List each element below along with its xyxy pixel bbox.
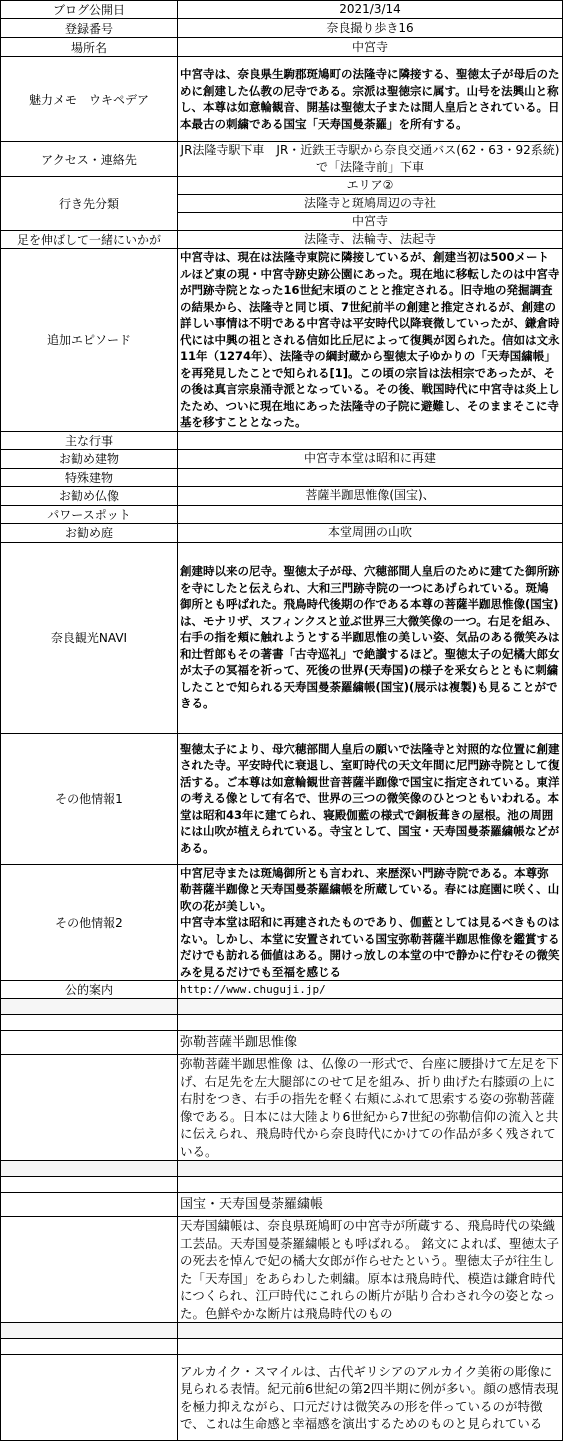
row-episode (1, 249, 563, 432)
value-place: 中宮寺 (178, 38, 563, 57)
official-link[interactable]: http://www.chuguji.jp/ (178, 981, 563, 999)
row-buddha (1, 486, 563, 505)
row-blog-date (1, 1, 563, 19)
value-extend: 法隆寺、法輪寺、法起寺 (178, 231, 563, 249)
note-body-maitreya: 弥勒菩薩半跏思惟像 は、仏像の一形式で、台座に腰掛けて左足を下げ、右足先を左大腿部にのせて足を組み、折り曲げた右膝頭の上に右肘をつき、右手の指先を軽く右頬にふれて思索する姿の弥勒菩薩像である。日本には大陸より6世紀から7世紀の弥勒信仰の流入と共に伝えられ、飛鳥時代から奈良時代にかけての作品が多く残されている。 (178, 1055, 563, 1161)
value-special (178, 468, 563, 486)
row-other1 (1, 733, 563, 864)
label-extend: 足を伸ばして一緒にいかが (1, 231, 178, 249)
value-building: 中宮寺本堂は昭和に再建 (178, 449, 563, 468)
value-events (178, 431, 563, 449)
spacer-row (1, 1177, 563, 1193)
spacer-row (1, 1339, 563, 1355)
label-events: 主な行事 (1, 431, 178, 449)
label-power: パワースポット (1, 505, 178, 523)
row-access (1, 142, 563, 177)
spacer-row (1, 999, 563, 1015)
spacer-row (1, 1323, 563, 1339)
value-category-group: 法隆寺と斑鳩周辺の寺社 (178, 195, 563, 213)
row-power (1, 505, 563, 523)
label-blog-date: ブログ公開日 (1, 1, 178, 19)
value-power (178, 505, 563, 523)
value-garden: 本堂周囲の山吹 (178, 523, 563, 542)
note-title-row (1, 1193, 563, 1217)
value-blog-date: 2021/3/14 (178, 1, 563, 19)
label-navi: 奈良観光NAVI (1, 542, 178, 733)
row-special (1, 468, 563, 486)
note-title-tenjukoku: 国宝・天寿国曼荼羅繍帳 (178, 1193, 563, 1217)
note-body-archaic-smile: アルカイク・スマイルは、古代ギリシアのアルカイク美術の彫像に見られる表情。紀元前6世紀の第2四半期に例が多い。顔の感情表現を極力抑えながら、口元だけは微笑みの形を伴っているのが特徴で、これは生命感と幸福感を演出するためのものと見られている (178, 1355, 563, 1441)
label-special: 特殊建物 (1, 468, 178, 486)
value-reg-no: 奈良撮り歩き16 (178, 19, 563, 38)
label-garden: お勧め庭 (1, 523, 178, 542)
row-extend (1, 231, 563, 249)
note-title-row (1, 1031, 563, 1055)
row-garden (1, 523, 563, 542)
spacer-row (1, 1161, 563, 1177)
row-category-1 (1, 177, 563, 195)
row-official (1, 981, 563, 999)
note-body-tenjukoku: 天寿国繍帳は、奈良県斑鳩町の中宮寺が所蔵する、飛鳥時代の染織工芸品。天寿国曼荼羅繍帳とも呼ばれる。 銘文によれば、聖徳太子の死去を悼んで妃の橘大女郎が作らせたという。聖徳太子が往生した「天寿国」をあらわした刺繍。原本は飛鳥時代、模造は鎌倉時代につくられ、江戸時代にこれらの断片が貼り合わされ今の姿となった。色鮮やかな断片は飛鳥時代のもの (178, 1217, 563, 1323)
row-events (1, 431, 563, 449)
label-episode: 追加エピソード (1, 249, 178, 432)
row-reg-no (1, 19, 563, 38)
label-place: 場所名 (1, 38, 178, 57)
label-buddha: お勧め仏像 (1, 486, 178, 505)
label-other2: その他情報2 (1, 864, 178, 981)
note-body-row (1, 1217, 563, 1323)
label-access: アクセス・連絡先 (1, 142, 178, 177)
note-title-maitreya: 弥勒菩薩半跏思惟像 (178, 1031, 563, 1055)
row-other2 (1, 864, 563, 981)
value-other1: 聖徳太子により、母穴穂部間人皇后の願いで法隆寺と対照的な位置に創建された寺。平安時代に衰退し、室町時代の天文年間に尼門跡寺院として復活する。ご本尊は如意輪観世音菩薩半跏像で国宝に指定されている。東洋の考える像として有名で、世界の三つの微笑像のひとつともいわれる。本堂は昭和43年に建てられ、寝殿伽藍の様式で銅板葺きの屋根。池の周囲には山吹が植えられている。寺宝として、国宝・天寿国曼荼羅繍帳などがある。 (178, 733, 563, 864)
label-building: お勧め建物 (1, 449, 178, 468)
row-wiki (1, 57, 563, 142)
value-other2: 中宮尼寺または斑鳩御所とも言われ、来歴深い門跡寺院である。本尊弥勒菩薩半跏像と天寿国曼荼羅繍帳を所蔵している。春には庭園に咲く、山吹の花が美しい。 中宮寺本堂は昭和に再建されたものであり、伽藍としては見るべきものはない。しかし、本堂に安置されている国宝弥勒菩薩半跏思惟像を鑑賞するだけでも訪れる価値はある。開けっ放しの本堂の中で静かに佇むその微笑みを見るだけでも至福を感じる (178, 864, 563, 981)
label-other1: その他情報1 (1, 733, 178, 864)
row-place (1, 38, 563, 57)
row-building (1, 449, 563, 468)
label-official: 公的案内 (1, 981, 178, 999)
label-reg-no: 登録番号 (1, 19, 178, 38)
row-navi (1, 542, 563, 733)
value-category-place: 中宮寺 (178, 213, 563, 231)
value-episode: 中宮寺は、現在は法隆寺東院に隣接しているが、創建当初は500メートルほど東の現・中宮寺跡史跡公園にあった。現在地に移転したのは中宮寺が門跡寺院となった16世紀末頃のことと推定される。旧寺地の発掘調査の結果から、法隆寺と同じ頃、7世紀前半の創建と推定されるが、創建の詳しい事情は不明である中宮寺は平安時代以降衰微していったが、鎌倉時代には中興の祖とされる信如比丘尼によって復興が図られた。信如は文永11年（1274年）、法隆寺の綱封蔵から聖徳太子ゆかりの「天寿国繍帳」を再発見したことで知られる[1]。この頃の宗旨は法相宗であったが、その後は真言宗泉涌寺派となっている。その後、戦国時代に中宮寺は炎上したため、ついに現在地にあった法隆寺の子院に避難し、そのままそこに寺基を移すこととなった。 (178, 249, 563, 432)
note-body-row (1, 1355, 563, 1441)
value-access: JR法隆寺駅下車 JR・近鉄王寺駅から奈良交通バス(62・63・92系統)で「法隆寺前」下車 (178, 142, 563, 177)
value-navi: 創建時以来の尼寺。聖徳太子が母、穴穂部間人皇后のために建てた御所跡を寺にしたと伝えられ、大和三門跡寺院の一つにあげられている。斑鳩御所とも呼ばれた。飛鳥時代後期の作である本尊の菩薩半跏思惟像(国宝)は、モナリザ、スフィンクスと並ぶ世界三大微笑像の一つ。右足を組み、右手の指を頬に触れようとする半跏思惟の美しい姿、気品のある微笑みは和辻哲郎もその著書「古寺巡礼」で絶讃するほど。聖徳太子の妃橘大郎女が太子の冥福を祈って、死後の世界(天寿国)の様子を釆女らとともに刺繍したことで知られる天寿国曼荼羅繍帳(国宝)(展示は複製)も見ることができる。 (178, 542, 563, 733)
note-body-row (1, 1055, 563, 1161)
spacer-row (1, 1015, 563, 1031)
label-wiki: 魅力メモ ウキペデア (1, 57, 178, 142)
label-category: 行き先分類 (1, 177, 178, 231)
value-category-area: エリア② (178, 177, 563, 195)
value-wiki: 中宮寺は、奈良県生駒郡斑鳩町の法隆寺に隣接する、聖徳太子が母后のために創建した仏教の尼寺である。宗派は聖徳宗に属す。山号を法興山と称し、本尊は如意輪観音、開基は聖徳太子または間人皇后とされている。日本最古の刺繍である国宝「天寿国曼荼羅」を所有する。 (178, 57, 563, 142)
value-buddha: 菩薩半跏思惟像(国宝)、 (178, 486, 563, 505)
